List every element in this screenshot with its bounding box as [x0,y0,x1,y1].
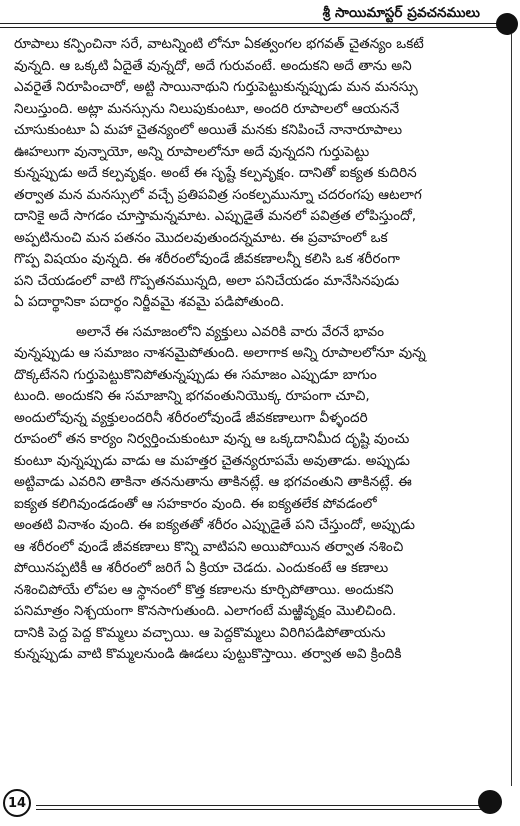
text-line: నిలుస్తుంది. అట్లా మనస్సును నిలుపుకుంటూ, అందరి రూపాలలో ఆయననే [14,100,400,117]
text-line: పోయినప్పటికీ ఆ శరీరంలో జరిగే ఏ క్రియా చెడదు. ఎందుకంటే ఆ కణాలు [14,560,389,576]
text-line: కున్నప్పుడు అదే కల్పవృక్షం. అంటే ఈ సృష్టే కల్పవృక్షం. దానితో ఐక్యత కుదిరిన [14,165,417,181]
text-line: చూసుకుంటూ ఏ మహా చైతన్యంలో అయితే మనకు కనిపించే నానారూపాలు [14,122,403,138]
body-text [14,34,510,666]
text-line: దానికి పెద్ద పెద్ద కొమ్మలు వచ్చాయి. ఆ పెద్దకొమ్మలు విరిగిపడిపోతాయను [14,624,386,641]
text-line: పనిమాత్రం నిశ్చయంగా కొనసాగుతుంది. ఎలాగంటే మఱ్ఱివృక్షం మొలిచింది. [14,603,397,619]
footer-rule [36,805,496,806]
text-line: తర్వాత మన మనస్సులో వచ్చే ప్రతిపవిత్ర సంకల్పమున్నూ చదరంగపు ఆటలాగ [14,186,422,203]
text-line: అప్పటినుంచి మన పతనం మొదలవుతుందన్నమాట. ఈ ప్రవాహంలో ఒక [14,229,388,246]
text-line: ఐక్యత కలిగివుండడంతో ఆ సహకారం వుంది. ఈ ఐక్యతలేక పోవడంలో [14,495,377,512]
text-line: వున్నది. ఆ ఒక్కటి ఏదైతే వున్నదో, అదే గురువంటే. అందుకని అదే తాను అని [14,57,412,74]
text-line: రూపంలో తన కార్యం నిర్వర్తించుకుంటూ వున్న ఆ ఒక్కదానిమీద దృష్టి వుంచు [14,431,410,447]
text-line: దానికై అదే సాగడం చూస్తామన్నమాట. ఎప్పుడైతే మనలో పవిత్రత లోపిస్తుందో, [14,208,417,224]
text-line: రూపాలు కన్పించినా సరే, వాటన్నింటి లోనూ ఏకత్వంగల భగవత్ చైతన్యం ఒకటే [14,36,424,52]
footer-dot-ornament [478,790,502,814]
paragraph-2 [14,322,510,666]
text-line: అందులోవున్న వ్యక్తులందరినీ శరీరంలోవుండే జీవకణాలుగా వీళ్ళందరి [14,409,368,426]
text-line: ఆ శరీరంలో వుండే జీవకణాలు కొన్ని వాటిపని అయిపోయిన తర్వాత నశించి [14,538,404,555]
text-line: కున్నప్పుడు వాటి కొమ్మలనుండి ఊడలు పుట్టుకొస్తాయి. తర్వాత అవి క్రిందికి [14,646,402,662]
text-line: పని చేయడంలో వాటి గొప్పతనమున్నది, అలా పనిచేయడం మానేసినపుడు [14,272,400,289]
text-line: అలానే ఈ సమాజంలోని వ్యక్తులు ఎవరికి వారు వేరనే భావం [76,323,385,340]
text-line: ఎవరైతే నిరూపించారో, అట్టి సాయినాథుని గుర్తుపెట్టుకున్నప్పుడు మన మనస్సు [14,79,418,95]
header-rule [0,23,500,24]
text-line: అట్టివాడు ఎవరిని తాకినా తననుతాను తాకినట్లే. ఆ భగవంతుని తాకినట్లే. ఈ [14,474,412,490]
text-line: నశించిపోయే లోపల ఆ స్థానంలో కొత్త కణాలను కూర్చిపోతాయి. అందుకని [14,581,394,598]
text-line: కుంటూ వున్నప్పుడు వాడు ఆ మహత్తర చైతన్యరూపమే అవుతాడు. అప్పుడు [14,452,410,469]
text-line: వున్నప్పుడు ఆ సమాజం నాశనమైపోతుంది. అలాగాక అన్ని రూపాలలోనూ వున్న [14,345,426,361]
text-line: ఏ పదార్థానికా పదార్థం నిర్జీవమై శవమై పడిపోతుంది. [14,294,285,310]
text-line: గొప్ప విషయం వున్నది. ఈ శరీరంలోవుండే జీవకణాలన్నీ కలిసి ఒక శరీరంగా [14,251,400,267]
header-dot-ornament [496,13,518,35]
running-header-title: శ్రీ సాయిమాస్టర్ ప్రవచనములు [317,4,486,22]
header-rule-thin [0,27,500,28]
side-rule [511,34,512,786]
text-line: ఊహలుగా వున్నాయో, అన్ని రూపాలలోనూ అదే వున్నదని గుర్తుపెట్టు [14,143,370,160]
paragraph-1 [14,34,510,314]
text-line: టుంది. అందుకని ఈ సమాజాన్ని భగవంతునియొక్క రూపంగా చూచి, [14,388,370,404]
page-number: 14 [3,789,31,817]
text-line: అంతటి వినాశం వుంది. ఈ ఐక్యతతో శరీరం ఎప్పుడైతే పని చేస్తుందో, అప్పుడు [14,517,415,533]
text-line: దొక్కటేనని గుర్తుపెట్టుకొనిపోతున్నప్పుడు ఈ సమాజం ఎప్పుడూ బాగుం [14,366,377,383]
footer-rule-thin [36,809,496,810]
